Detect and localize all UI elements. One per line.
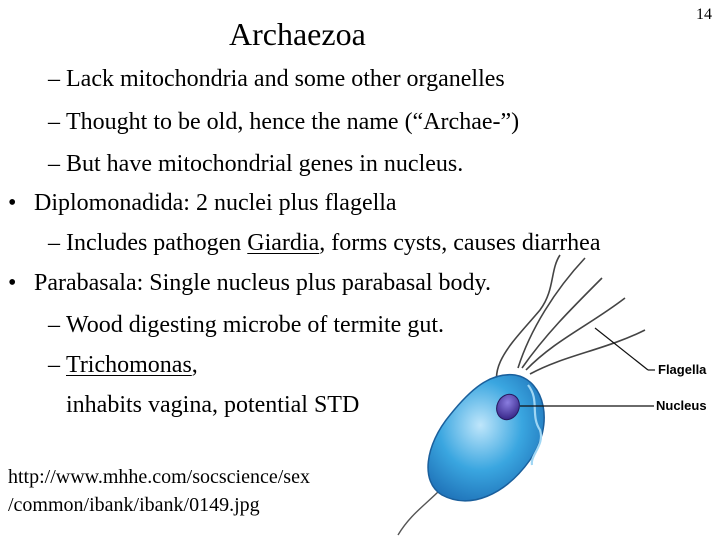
item-text: Includes pathogen bbox=[66, 230, 248, 256]
item-text: But have mitochondrial genes in nucleus. bbox=[66, 151, 464, 177]
list-item bbox=[8, 188, 397, 218]
dash-marker: – bbox=[48, 230, 60, 256]
item-text: Parabasala: Single nucleus plus parabasal body. bbox=[34, 270, 491, 296]
bullet-marker: • bbox=[8, 270, 17, 296]
list-item-continuation: inhabits vagina, potential STD bbox=[66, 392, 360, 418]
trailing-flagellum bbox=[398, 490, 440, 535]
list-item bbox=[48, 149, 463, 179]
dash-marker: – bbox=[48, 312, 60, 338]
flagella-label: Flagella bbox=[658, 362, 707, 377]
url-line: /common/ibank/ibank/0149.jpg bbox=[8, 494, 260, 516]
cell-body bbox=[428, 375, 544, 501]
trichomonas-figure bbox=[380, 250, 720, 540]
item-text: , forms cysts, causes diarrhea bbox=[319, 230, 601, 256]
dash-marker: – bbox=[48, 352, 60, 378]
item-text: , bbox=[191, 352, 198, 378]
item-text: Wood digesting microbe of termite gut. bbox=[66, 312, 444, 338]
flagellum bbox=[518, 258, 585, 368]
list-item bbox=[48, 107, 519, 137]
list-item bbox=[48, 64, 505, 94]
item-text: Diplomonadida: 2 nuclei plus flagella bbox=[34, 190, 397, 216]
url-line: http://www.mhhe.com/socscience/sex bbox=[8, 466, 310, 488]
bullet-marker: • bbox=[8, 190, 17, 216]
source-url bbox=[8, 463, 310, 519]
giardia-term: Giardia bbox=[247, 230, 320, 256]
trichomonas-illustration bbox=[380, 250, 720, 540]
dash-marker: – bbox=[48, 151, 60, 177]
item-text: Lack mitochondria and some other organelles bbox=[66, 66, 505, 92]
trichomonas-term: Trichomonas bbox=[66, 352, 192, 378]
list-item bbox=[48, 350, 198, 380]
flagella-pointer bbox=[595, 328, 648, 370]
page-number: 14 bbox=[696, 6, 712, 23]
dash-marker: – bbox=[48, 66, 60, 92]
slide-title: Archaezoa bbox=[229, 16, 366, 52]
nucleus-label: Nucleus bbox=[656, 398, 707, 413]
dash-marker: – bbox=[48, 109, 60, 135]
item-text: Thought to be old, hence the name (“Archae-”) bbox=[66, 109, 520, 135]
